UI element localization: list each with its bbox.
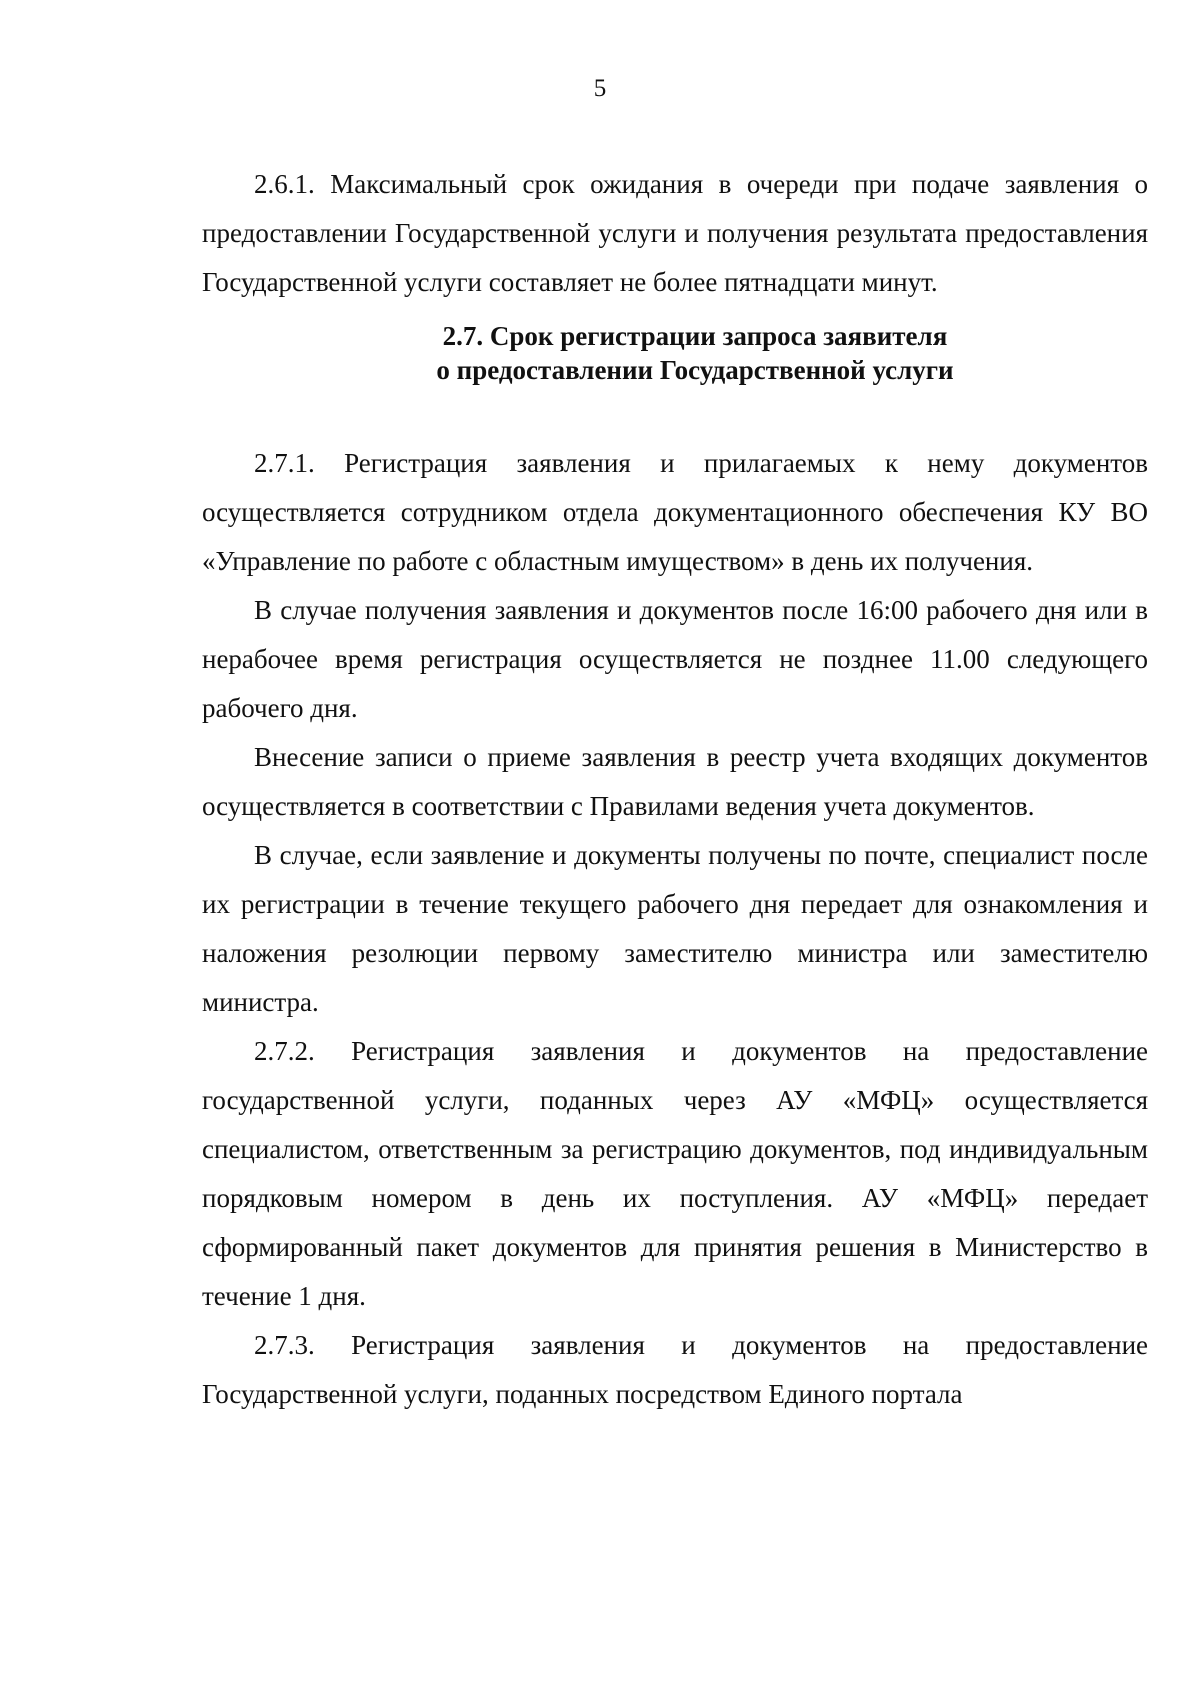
paragraph-mail-receipt: В случае, если заявление и документы получены по почте, специалист после их регистрации в течение текущего рабочего дня передает для ознакомления и наложения резолюции первому заместителю министра или заместителю министра. <box>202 840 1148 1017</box>
paragraph-2-7-2: 2.7.2. Регистрация заявления и документов на предоставление государственной услуги, поданных через АУ «МФЦ» осуществляется специалистом, ответственным за регистрацию документов, под индивидуальным порядковым номером в день их поступления. АУ «МФЦ» передает сформированный пакет документов для принятия решения в Министерство в течение 1 дня. <box>202 1036 1148 1311</box>
paragraph-2-6-1: 2.6.1. Максимальный срок ожидания в очереди при подаче заявления о предоставлении Государственной услуги и получения результата предоставления Государственной услуги составляет не более пятнадцати минут. <box>202 169 1148 297</box>
heading-line-2: о предоставлении Государственной услуги <box>436 355 954 385</box>
paragraph-2-7-3: 2.7.3. Регистрация заявления и документов на предоставление Государственной услуги, поданных посредством Единого портала <box>202 1330 1148 1409</box>
paragraph-late-receipt: В случае получения заявления и документов после 16:00 рабочего дня или в нерабочее время регистрация осуществляется не позднее 11.00 следующего рабочего дня. <box>202 595 1148 723</box>
paragraph-2-7-1: 2.7.1. Регистрация заявления и прилагаемых к нему документов осуществляется сотрудником отдела документационного обеспечения КУ ВО «Управление по работе с областным имуществом» в день их получения. <box>202 448 1148 576</box>
page-number: 5 <box>593 75 607 102</box>
section-heading-2-7 <box>202 319 1148 387</box>
paragraph-registry-entry: Внесение записи о приеме заявления в реестр учета входящих документов осуществляется в соответствии с Правилами ведения учета документов. <box>202 742 1148 821</box>
document-body <box>202 160 1148 1419</box>
heading-line-1: 2.7. Срок регистрации запроса заявителя <box>442 321 948 351</box>
